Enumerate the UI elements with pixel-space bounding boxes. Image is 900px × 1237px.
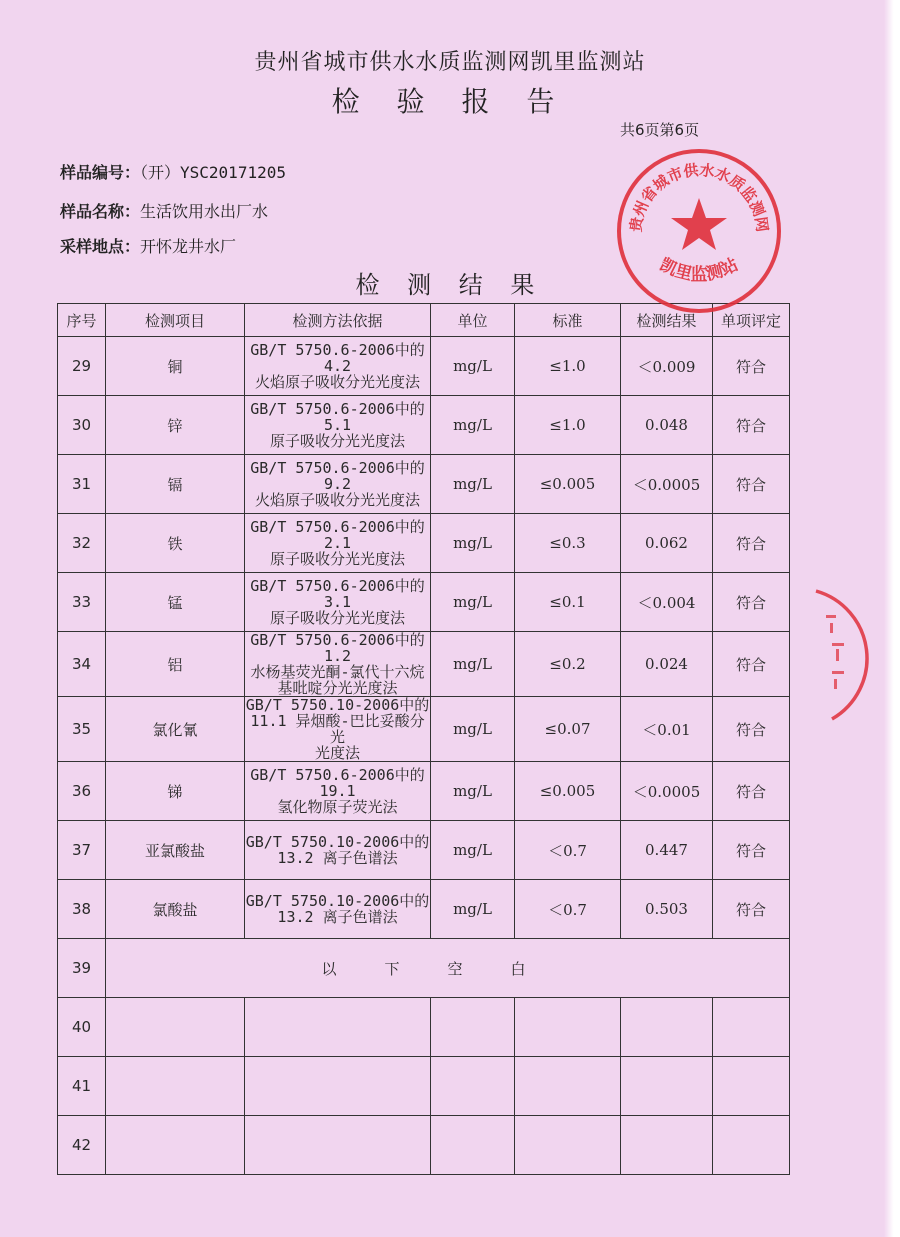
cell-result: 0.062 xyxy=(621,514,713,573)
method-line: GB/T 5750.6-2006中的9.2 xyxy=(250,459,425,493)
cell-method xyxy=(245,762,431,821)
cell-method xyxy=(245,337,431,396)
empty-cell xyxy=(431,1057,515,1116)
cell-item: 亚氯酸盐 xyxy=(106,821,245,880)
cell-result: ＜0.009 xyxy=(621,337,713,396)
cell-judgement: 符合 xyxy=(713,697,790,762)
cell-result: 0.048 xyxy=(621,396,713,455)
method-line: 11.1 异烟酸-巴比妥酸分光 xyxy=(250,712,425,746)
cell-method xyxy=(245,514,431,573)
sample-location-line xyxy=(60,234,236,257)
sample-location-value: 开怀龙井水厂 xyxy=(140,237,237,256)
cell-standard: ≤0.005 xyxy=(515,455,621,514)
star-icon xyxy=(671,198,727,250)
method-line: GB/T 5750.6-2006中的4.2 xyxy=(250,341,425,375)
cell-judgement: 符合 xyxy=(713,337,790,396)
method-line: GB/T 5750.6-2006中的3.1 xyxy=(250,577,425,611)
cell-judgement: 符合 xyxy=(713,880,790,939)
cell-judgement: 符合 xyxy=(713,514,790,573)
seal-text-bottom-path: 凯里监测站 xyxy=(656,254,742,285)
seal-text-bottom xyxy=(656,254,741,285)
method-line: 氢化物原子荧光法 xyxy=(277,798,398,816)
cell-method xyxy=(245,632,431,697)
header-judgement: 单项评定 xyxy=(713,304,790,337)
sample-id-label: 样品编号： xyxy=(60,163,141,182)
cell-item: 氯化氰 xyxy=(106,697,245,762)
method-line: 原子吸收分光光度法 xyxy=(269,432,405,450)
partial-seal-stamp xyxy=(812,585,872,725)
sample-name-label: 样品名称： xyxy=(60,202,141,221)
sample-name-value: 生活饮用水出厂水 xyxy=(140,202,269,221)
cell-standard: ≤0.1 xyxy=(515,573,621,632)
cell-unit: mg/L xyxy=(431,514,515,573)
cell-item: 镉 xyxy=(106,455,245,514)
cell-no: 40 xyxy=(58,998,106,1057)
cell-item: 锌 xyxy=(106,396,245,455)
method-line: GB/T 5750.6-2006中的5.1 xyxy=(250,400,425,434)
empty-cell xyxy=(245,1057,431,1116)
sample-id-value: （开）YSC20171205 xyxy=(140,163,286,182)
method-line: 13.2 离子色谱法 xyxy=(277,908,398,926)
cell-no: 30 xyxy=(58,396,106,455)
cell-no: 36 xyxy=(58,762,106,821)
official-seal-stamp xyxy=(614,146,784,316)
cell-judgement: 符合 xyxy=(713,632,790,697)
cell-judgement: 符合 xyxy=(713,573,790,632)
cell-standard: ≤1.0 xyxy=(515,396,621,455)
sample-id-line xyxy=(60,160,286,183)
cell-no: 42 xyxy=(58,1116,106,1175)
report-title: 检 验 报 告 xyxy=(331,85,569,118)
cell-judgement: 符合 xyxy=(713,396,790,455)
cell-unit: mg/L xyxy=(431,337,515,396)
empty-cell xyxy=(621,1057,713,1116)
cell-unit: mg/L xyxy=(431,455,515,514)
organization-name: 贵州省城市供水水质监测网凯里监测站 xyxy=(254,50,646,75)
empty-row xyxy=(58,998,790,1057)
empty-cell xyxy=(713,1057,790,1116)
empty-cell xyxy=(515,1116,621,1175)
table-row xyxy=(58,697,790,762)
header-result: 检测结果 xyxy=(621,304,713,337)
table-row xyxy=(58,337,790,396)
results-table xyxy=(57,303,790,1175)
cell-method xyxy=(245,880,431,939)
method-line: 原子吸收分光光度法 xyxy=(269,609,405,627)
cell-no: 31 xyxy=(58,455,106,514)
method-line: GB/T 5750.10-2006中的 xyxy=(245,696,430,714)
empty-cell xyxy=(106,1116,245,1175)
cell-unit: mg/L xyxy=(431,697,515,762)
table-row xyxy=(58,455,790,514)
table-row xyxy=(58,573,790,632)
cell-standard: ≤1.0 xyxy=(515,337,621,396)
method-line: 火焰原子吸收分光光度法 xyxy=(254,373,420,391)
cell-item: 铜 xyxy=(106,337,245,396)
cell-item: 锰 xyxy=(106,573,245,632)
cell-standard: ≤0.3 xyxy=(515,514,621,573)
blank-marker-text: 以下空白 xyxy=(106,939,790,998)
empty-row xyxy=(58,1057,790,1116)
cell-unit: mg/L xyxy=(431,573,515,632)
scan-edge xyxy=(884,0,900,1237)
method-line: 光度法 xyxy=(314,744,360,762)
cell-result: ＜0.0005 xyxy=(621,762,713,821)
cell-method xyxy=(245,455,431,514)
cell-unit: mg/L xyxy=(431,762,515,821)
method-line: 火焰原子吸收分光光度法 xyxy=(254,491,420,509)
empty-row xyxy=(58,1116,790,1175)
table-row xyxy=(58,762,790,821)
header-method: 检测方法依据 xyxy=(245,304,431,337)
header-standard: 标准 xyxy=(515,304,621,337)
method-line: GB/T 5750.6-2006中的1.2 xyxy=(250,631,425,665)
cell-method xyxy=(245,573,431,632)
header-item: 检测项目 xyxy=(106,304,245,337)
cell-result: ＜0.0005 xyxy=(621,455,713,514)
cell-method xyxy=(245,396,431,455)
cell-standard: ≤0.005 xyxy=(515,762,621,821)
cell-item: 锑 xyxy=(106,762,245,821)
empty-cell xyxy=(245,998,431,1057)
empty-cell xyxy=(713,998,790,1057)
cell-no: 35 xyxy=(58,697,106,762)
method-line: GB/T 5750.10-2006中的 xyxy=(245,892,430,910)
empty-cell xyxy=(431,1116,515,1175)
cell-standard: ≤0.2 xyxy=(515,632,621,697)
cell-no: 37 xyxy=(58,821,106,880)
cell-no: 41 xyxy=(58,1057,106,1116)
table-row xyxy=(58,514,790,573)
empty-cell xyxy=(106,998,245,1057)
method-line: GB/T 5750.6-2006中的2.1 xyxy=(250,518,425,552)
table-row xyxy=(58,396,790,455)
cell-result: 0.503 xyxy=(621,880,713,939)
cell-result: 0.447 xyxy=(621,821,713,880)
table-row xyxy=(58,632,790,697)
empty-cell xyxy=(515,998,621,1057)
header-no: 序号 xyxy=(58,304,106,337)
cell-no: 34 xyxy=(58,632,106,697)
method-line: GB/T 5750.10-2006中的 xyxy=(245,833,430,851)
cell-standard: ≤0.07 xyxy=(515,697,621,762)
cell-judgement: 符合 xyxy=(713,821,790,880)
method-line: GB/T 5750.6-2006中的19.1 xyxy=(250,766,425,800)
empty-cell xyxy=(106,1057,245,1116)
cell-no: 32 xyxy=(58,514,106,573)
method-line: 水杨基荧光酮-氯代十六烷 xyxy=(250,663,425,681)
cell-unit: mg/L xyxy=(431,880,515,939)
cell-no: 29 xyxy=(58,337,106,396)
empty-cell xyxy=(621,998,713,1057)
cell-method xyxy=(245,821,431,880)
blank-marker-row xyxy=(58,939,790,998)
cell-item: 铁 xyxy=(106,514,245,573)
cell-no: 38 xyxy=(58,880,106,939)
method-line: 原子吸收分光光度法 xyxy=(269,550,405,568)
page-info: 共6页第6页 xyxy=(620,121,700,139)
cell-unit: mg/L xyxy=(431,632,515,697)
cell-unit: mg/L xyxy=(431,821,515,880)
cell-standard: ＜0.7 xyxy=(515,880,621,939)
section-title: 检 测 结 果 xyxy=(355,271,545,299)
cell-result: ＜0.01 xyxy=(621,697,713,762)
empty-cell xyxy=(713,1116,790,1175)
empty-cell xyxy=(431,998,515,1057)
cell-standard: ＜0.7 xyxy=(515,821,621,880)
header-unit: 单位 xyxy=(431,304,515,337)
sample-location-label: 采样地点： xyxy=(60,237,141,256)
empty-cell xyxy=(245,1116,431,1175)
cell-result: ＜0.004 xyxy=(621,573,713,632)
method-line: 13.2 离子色谱法 xyxy=(277,849,398,867)
seal-text-top-path: 贵州省城市供水水质监测网 xyxy=(626,160,772,234)
cell-no: 33 xyxy=(58,573,106,632)
empty-cell xyxy=(621,1116,713,1175)
table-row xyxy=(58,880,790,939)
cell-unit: mg/L xyxy=(431,396,515,455)
table-row xyxy=(58,821,790,880)
sample-name-line xyxy=(60,199,268,222)
empty-cell xyxy=(515,1057,621,1116)
cell-no: 39 xyxy=(58,939,106,998)
cell-result: 0.024 xyxy=(621,632,713,697)
cell-judgement: 符合 xyxy=(713,455,790,514)
method-line: 基吡啶分光光度法 xyxy=(277,679,398,697)
cell-judgement: 符合 xyxy=(713,762,790,821)
cell-item: 铝 xyxy=(106,632,245,697)
cell-item: 氯酸盐 xyxy=(106,880,245,939)
cell-method xyxy=(245,697,431,762)
